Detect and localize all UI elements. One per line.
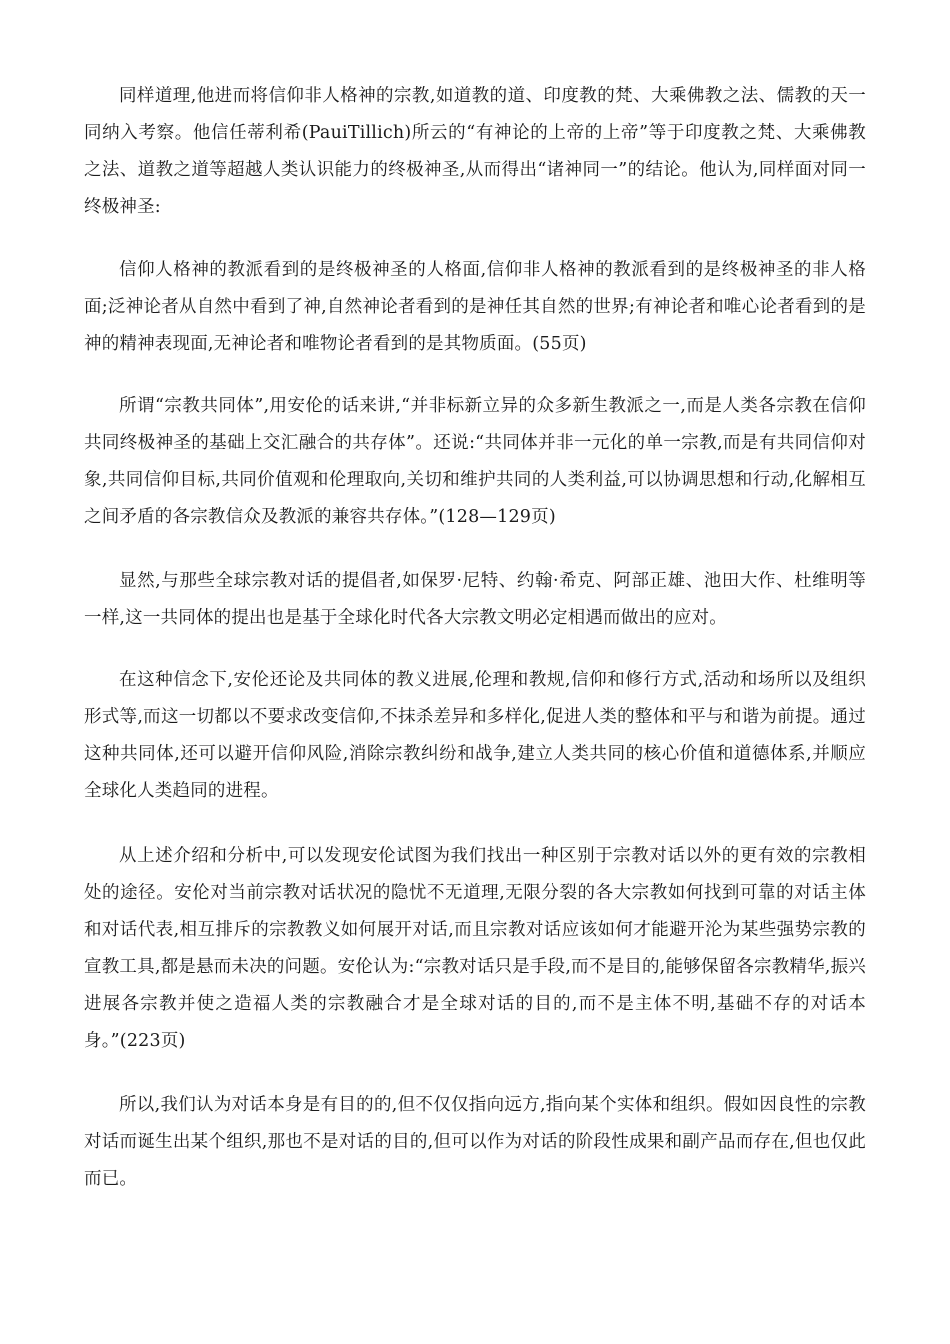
block-quote: 信仰人格神的教派看到的是终极神圣的人格面,信仰非人格神的教派看到的是终极神圣的非人格面;泛神论者从自然中看到了神,自然神论者看到的是神任其自然的世界;有神论者和唯心论者看到的是神的精神表现面,无神论者和唯物论者看到的是其物质面。(55页) (84, 260, 866, 354)
paragraph: 在这种信念下,安伦还论及共同体的教义进展,伦理和教规,信仰和修行方式,活动和场所以及组织形式等,而这一切都以不要求改变信仰,不抹杀差异和多样化,促进人类的整体和平与和谐为前提。通过这种共同体,还可以避开信仰风险,消除宗教纠纷和战争,建立人类共同的核心价值和道德体系,并顺应全球化人类趋同的进程。 (84, 670, 866, 801)
paragraph: 从上述介绍和分析中,可以发现安伦试图为我们找出一种区别于宗教对话以外的更有效的宗教相处的途径。安伦对当前宗教对话状况的隐忧不无道理,无限分裂的各大宗教如何找到可靠的对话主体和对话代表,相互排斥的宗教教义如何展开对话,而且宗教对话应该如何才能避开沦为某些强势宗教的宣教工具,都是悬而未决的问题。安伦认为:“宗教对话只是手段,而不是目的,能够保留各宗教精华,振兴进展各宗教并使之造福人类的宗教融合才是全球对话的目的,而不是主体不明,基础不存的对话本身。”(223页) (84, 846, 866, 1051)
paragraph: 同样道理,他进而将信仰非人格神的宗教,如道教的道、印度教的梵、大乘佛教之法、儒教的天一同纳入考察。他信任蒂利希(PauiTillich)所云的“有神论的上帝的上帝”等于印度教之梵、大乘佛教之法、道教之道等超越人类认识能力的终极神圣,从而得出“诸神同一”的结论。他认为,同样面对同一终极神圣: (84, 86, 866, 217)
paragraph: 显然,与那些全球宗教对话的提倡者,如保罗·尼特、约翰·希克、阿部正雄、池田大作、杜维明等一样,这一共同体的提出也是基于全球化时代各大宗教文明必定相遇而做出的应对。 (84, 571, 866, 628)
paragraph: 所谓“宗教共同体”,用安伦的话来讲,“并非标新立异的众多新生教派之一,而是人类各宗教在信仰共同终极神圣的基础上交汇融合的共存体”。还说:“共同体并非一元化的单一宗教,而是有共同信仰对象,共同信仰目标,共同价值观和伦理取向,关切和维护共同的人类利益,可以协调思想和行动,化解相互之间矛盾的各宗教信众及教派的兼容共存体。”(128—129页) (84, 396, 866, 527)
paragraph: 所以,我们认为对话本身是有目的的,但不仅仅指向远方,指向某个实体和组织。假如因良性的宗教对话而诞生出某个组织,那也不是对话的目的,但可以作为对话的阶段性成果和副产品而存在,但也仅此而已。 (84, 1095, 866, 1189)
